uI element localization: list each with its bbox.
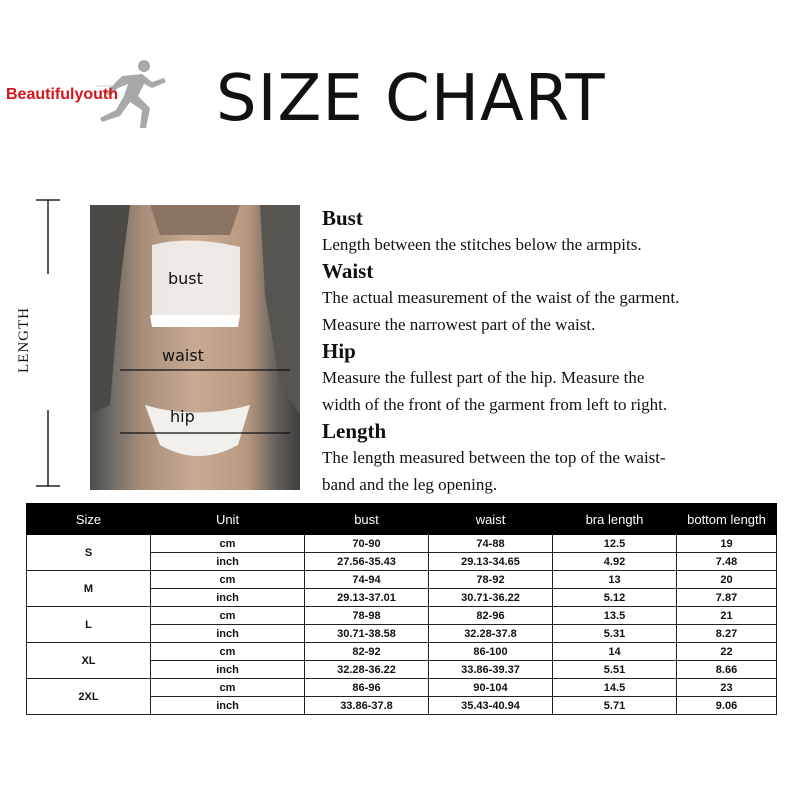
table-cell: 30.71-38.58 (305, 625, 429, 643)
table-cell: 13.5 (553, 607, 677, 625)
table-header-row (27, 504, 777, 535)
table-cell: 8.66 (677, 661, 777, 679)
table-cell: 74-88 (429, 535, 553, 553)
table-cell: 7.87 (677, 589, 777, 607)
table-cell: 82-96 (429, 607, 553, 625)
table-row (27, 607, 777, 625)
hip-line: width of the front of the garment from left to right. (322, 395, 668, 414)
length-label: LENGTH (16, 307, 32, 373)
table-cell: 19 (677, 535, 777, 553)
size-cell: L (27, 607, 151, 643)
table-cell: 23 (677, 679, 777, 697)
table-cell: 8.27 (677, 625, 777, 643)
size-cell: XL (27, 643, 151, 679)
table-row (27, 571, 777, 589)
table-cell: cm (151, 535, 305, 553)
column-header: waist (429, 504, 553, 535)
bust-heading: Bust (322, 206, 363, 230)
table-cell: cm (151, 679, 305, 697)
table-cell: inch (151, 625, 305, 643)
column-header: Size (27, 504, 151, 535)
table-cell: inch (151, 661, 305, 679)
brand-name: Beautifulyouth (6, 86, 118, 103)
table-cell: 14 (553, 643, 677, 661)
table-cell: inch (151, 589, 305, 607)
size-cell: S (27, 535, 151, 571)
column-header: Unit (151, 504, 305, 535)
table-cell: 27.56-35.43 (305, 553, 429, 571)
hip-heading: Hip (322, 339, 356, 363)
table-cell: 14.5 (553, 679, 677, 697)
table-cell: 32.28-36.22 (305, 661, 429, 679)
table-cell: 90-104 (429, 679, 553, 697)
table-cell: 20 (677, 571, 777, 589)
table-cell: 33.86-39.37 (429, 661, 553, 679)
table-cell: 5.12 (553, 589, 677, 607)
column-header: bottom length (677, 504, 777, 535)
table-cell: 9.06 (677, 697, 777, 715)
waist-heading: Waist (322, 259, 374, 283)
table-cell: cm (151, 571, 305, 589)
hip-line: Measure the fullest part of the hip. Measure the (322, 368, 645, 387)
table-cell: 4.92 (553, 553, 677, 571)
table-cell: 12.5 (553, 535, 677, 553)
measurement-definitions (322, 205, 792, 498)
table-cell: 78-92 (429, 571, 553, 589)
size-cell: 2XL (27, 679, 151, 715)
page-title: SIZE CHART (216, 62, 606, 136)
model-photo (90, 205, 300, 490)
table-cell: 30.71-36.22 (429, 589, 553, 607)
length-line: band and the leg opening. (322, 475, 498, 494)
table-cell: 86-100 (429, 643, 553, 661)
table-row (27, 679, 777, 697)
bust-label: bust (168, 269, 203, 288)
size-table-container (26, 503, 776, 715)
table-cell: 5.51 (553, 661, 677, 679)
bust-line: Length between the stitches below the armpits. (322, 235, 642, 254)
table-cell: 78-98 (305, 607, 429, 625)
table-cell: cm (151, 607, 305, 625)
table-row (27, 535, 777, 553)
waist-label: waist (162, 346, 204, 365)
size-table (26, 503, 777, 715)
table-cell: 5.71 (553, 697, 677, 715)
table-cell: 21 (677, 607, 777, 625)
waist-line: The actual measurement of the waist of the garment. (322, 288, 680, 307)
waist-line: Measure the narrowest part of the waist. (322, 315, 596, 334)
table-cell: inch (151, 553, 305, 571)
table-cell: 35.43-40.94 (429, 697, 553, 715)
table-cell: 82-92 (305, 643, 429, 661)
table-cell: 29.13-37.01 (305, 589, 429, 607)
table-cell: inch (151, 697, 305, 715)
table-row (27, 643, 777, 661)
table-cell: 86-96 (305, 679, 429, 697)
table-cell: 32.28-37.8 (429, 625, 553, 643)
table-cell: 70-90 (305, 535, 429, 553)
table-cell: 13 (553, 571, 677, 589)
length-heading: Length (322, 419, 387, 443)
size-table-body (27, 535, 777, 715)
hip-label: hip (170, 407, 195, 426)
table-cell: 22 (677, 643, 777, 661)
table-cell: 33.86-37.8 (305, 697, 429, 715)
size-cell: M (27, 571, 151, 607)
column-header: bra length (553, 504, 677, 535)
table-cell: cm (151, 643, 305, 661)
column-header: bust (305, 504, 429, 535)
table-cell: 74-94 (305, 571, 429, 589)
table-cell: 29.13-34.65 (429, 553, 553, 571)
length-line: The length measured between the top of the waist- (322, 448, 666, 467)
table-cell: 7.48 (677, 553, 777, 571)
table-cell: 5.31 (553, 625, 677, 643)
